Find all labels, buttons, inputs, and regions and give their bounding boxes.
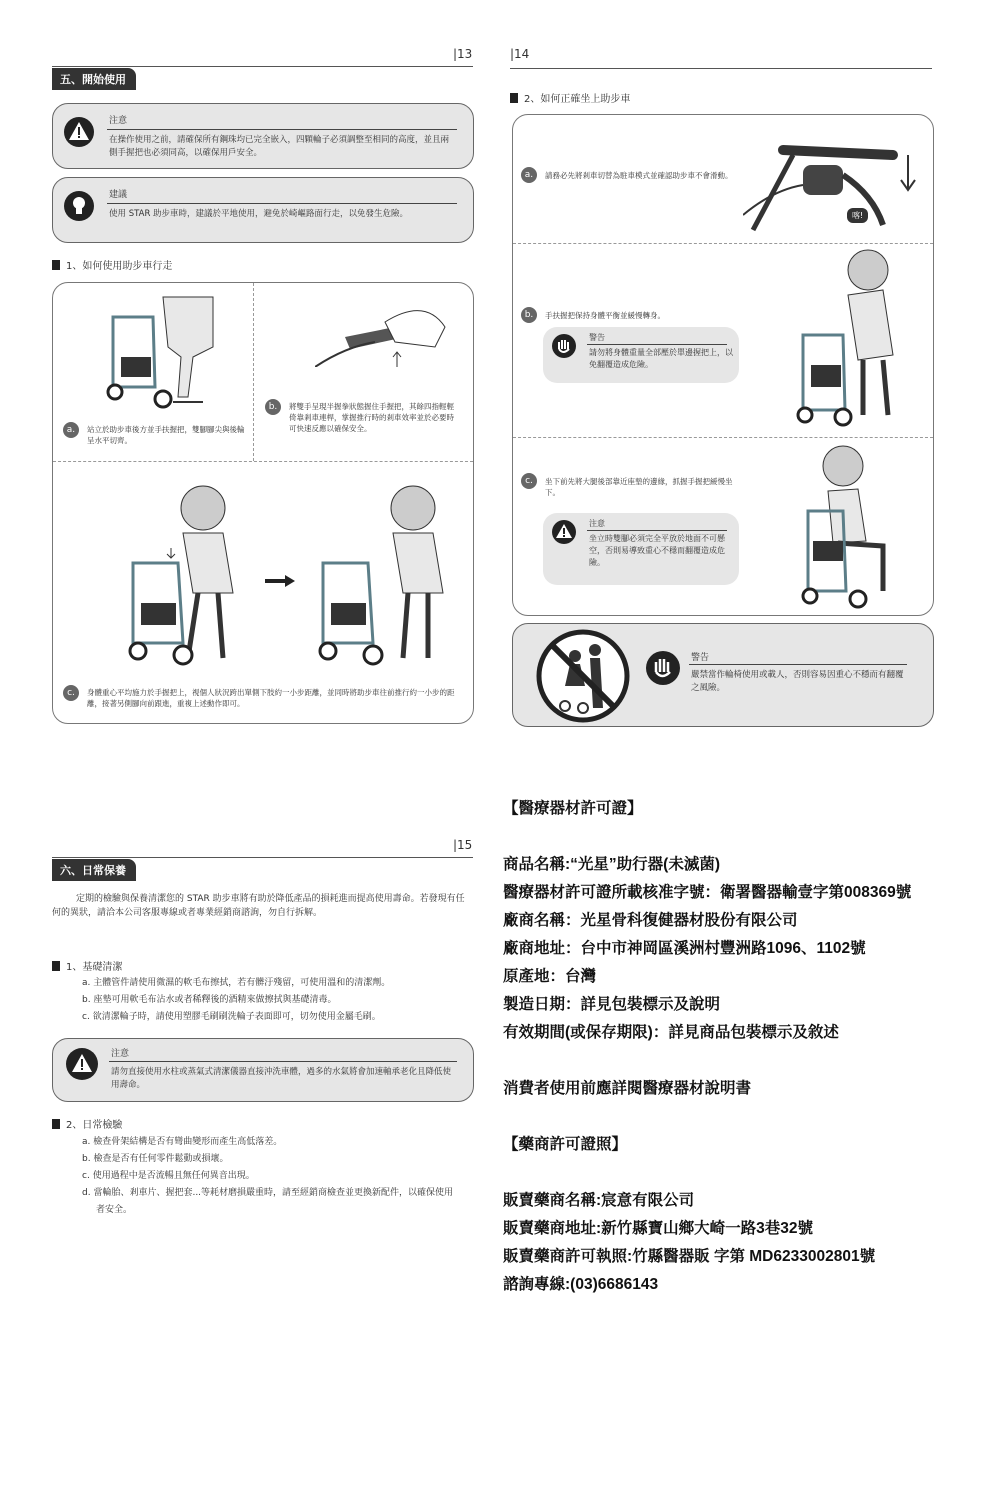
- divider: [107, 129, 457, 130]
- note-text: 坐立時雙腳必須完全平放於地面不可懸空，否則易導致重心不穩而翻覆造成危險。: [589, 534, 725, 567]
- page-number: |14: [510, 47, 530, 61]
- section-title: 六、日常保養: [52, 859, 136, 881]
- page-number: |13: [453, 47, 473, 61]
- warning-title: 警告: [691, 653, 710, 663]
- heading-cleaning: 1、基礎清潔: [52, 958, 122, 973]
- list-item: a. 檢查骨架結構是否有彎曲變形而產生高低落差。: [82, 1137, 283, 1147]
- stop-hand-icon: [645, 650, 681, 690]
- no-riding-icon: [535, 628, 631, 724]
- brake-handle-illustration: [743, 135, 923, 235]
- license-line: 廠商名稱：光星骨科復健器材股份有限公司: [503, 912, 798, 929]
- warning-icon: [551, 519, 577, 549]
- hand-grip-illustration: [315, 297, 455, 367]
- license-line: 商品名稱:“光星”助行器(未滅菌): [503, 856, 720, 873]
- header-rule: [52, 857, 473, 858]
- walker-push-illustration-2: [303, 483, 473, 673]
- warning-text: 嚴禁當作輪椅使用或載人，否則容易因重心不穩而有翻覆之風險。: [691, 670, 904, 693]
- caution-box: [52, 1038, 474, 1102]
- stop-hand-icon: [551, 333, 577, 363]
- inspection-list: [82, 1134, 462, 1219]
- step-text-c: 坐下前先將大腿後部靠近座墊的邊緣，抓握手握把緩慢坐下。: [545, 477, 733, 497]
- pharmacy-license-heading: 【藥商許可證照】: [503, 1136, 628, 1153]
- list-item: d. 當輪胎、剎車片、握把套...等耗材磨損嚴重時，請至經銷商檢查並更換新配件，以確保使用者安全。: [82, 1188, 454, 1215]
- license-line: 原產地：台灣: [503, 968, 597, 985]
- caution-text: 請勿直接使用水柱或蒸氣式清潔儀器直接沖洗車體，過多的水氣將會加速軸承老化且降低使用壽命。: [111, 1067, 452, 1090]
- header-rule: [510, 68, 932, 69]
- divider: [53, 461, 473, 462]
- heading-walk: 1、如何使用助步車行走: [52, 257, 172, 272]
- section-title: 五、開始使用: [52, 68, 136, 90]
- walk-steps-box: [52, 282, 474, 724]
- turn-around-illustration: [783, 245, 913, 435]
- click-badge: 喀!: [847, 208, 868, 223]
- note-title: 注意: [589, 519, 605, 528]
- divider: [107, 203, 457, 204]
- pharmacy-line: 販賣藥商地址:新竹縣寶山鄉大崎一路3巷32號: [503, 1220, 814, 1237]
- divider: [587, 344, 727, 345]
- note-box-small: [543, 513, 739, 585]
- list-item: c. 使用過程中是否流暢且無任何異音出現。: [82, 1171, 255, 1181]
- walker-stand-illustration: [93, 287, 233, 417]
- list-item: c. 欲清潔輪子時，請使用塑膠毛刷刷洗輪子表面即可，切勿使用金屬毛刷。: [82, 1012, 381, 1022]
- list-item: a. 主體管件請使用微濕的軟毛布擦拭，若有髒汙殘留，可使用溫和的清潔劑。: [82, 978, 391, 988]
- page-number: |15: [453, 838, 473, 852]
- caution-text: 在操作使用之前，請確保所有鋼珠均已完全嵌入，四顆輪子必須調整至相同的高度，並且兩側手握把也必須同高，以確保用戶安全。: [109, 135, 450, 158]
- caution-box: [52, 103, 474, 169]
- divider: [109, 1061, 457, 1062]
- step-text-c: 身體重心平均施力於手握把上，視個人狀況跨出單側下肢約一小步距離，並同時將助步車往前推行約一小步的距離，接著另側腳向前跟進，重複上述動作即可。: [87, 688, 455, 708]
- step-label-a: a.: [521, 167, 537, 183]
- pharmacy-line: 諮詢專線:(03)6686143: [503, 1276, 659, 1293]
- divider: [689, 664, 907, 665]
- maintenance-intro: 定期的檢驗與保養清潔您的 STAR 助步車將有助於降低產品的損耗進而提高使用壽命。若發現有任何的異狀，請洽本公司客服專線或者專業經銷商諮詢，勿自行拆解。: [52, 894, 465, 918]
- suggestion-title: 建議: [109, 190, 128, 200]
- medical-license-heading: 【醫療器材許可證】: [503, 800, 643, 817]
- divider: [253, 283, 254, 461]
- step-text-b: 將雙手呈現半握拳狀態握住手握把，其餘四指輕輕倚靠剎車連桿，掌握推行時的剎車效率並於必要時可快速反應以確保安全。: [289, 402, 454, 433]
- divider: [513, 243, 933, 244]
- license-line: 廠商地址：台中市神岡區溪洲村豐洲路1096、1102號: [503, 940, 866, 957]
- list-item: b. 座墊可用軟毛布沾水或者稀釋後的酒精來做擦拭與基礎清毒。: [82, 995, 337, 1005]
- list-item: b. 檢查是否有任何零件鬆動或損壞。: [82, 1154, 229, 1164]
- pharmacy-line: 販賣藥商名稱:宸意有限公司: [503, 1192, 695, 1209]
- caution-title: 注意: [109, 116, 128, 126]
- step-label-b: b.: [521, 307, 537, 323]
- right-arrow-icon: [265, 575, 295, 587]
- sitting-illustration: [788, 441, 918, 611]
- consumer-note: 消費者使用前應詳閱醫療器材說明書: [503, 1080, 752, 1097]
- lightbulb-icon: [63, 190, 95, 226]
- warning-title: 警告: [589, 333, 605, 342]
- suggestion-text: 使用 STAR 助步車時，建議於平地使用，避免於崎嶇路面行走，以免發生危險。: [109, 209, 409, 219]
- divider: [587, 530, 727, 531]
- step-label-b: b.: [265, 399, 281, 415]
- step-label-c: c.: [521, 473, 537, 489]
- license-line: 有效期間(或保存期限)：詳見商品包裝標示及敘述: [503, 1024, 839, 1041]
- warning-icon: [65, 1047, 99, 1085]
- divider: [513, 437, 933, 438]
- caution-title: 注意: [111, 1049, 130, 1059]
- license-line: 醫療器材許可證所載核准字號：衛署醫器輸壹字第008369號: [503, 884, 912, 901]
- sit-steps-box: [512, 114, 934, 616]
- warning-text: 請勿將身體重量全部壓於單邊握把上，以免翻覆造成危險。: [589, 348, 733, 369]
- step-label-a: a.: [63, 422, 79, 438]
- walker-push-illustration-1: [93, 483, 263, 673]
- heading-inspection: 2、日常檢驗: [52, 1116, 122, 1131]
- no-passenger-warning-box: [512, 623, 934, 727]
- suggestion-box: [52, 177, 474, 243]
- step-text-a: 請務必先將剎車切替為駐車模式並確認助步車不會滑動。: [545, 171, 733, 180]
- step-text-a: 站立於助步車後方並手扶握把，雙腳腳尖與後輪呈水平切齊。: [87, 425, 245, 445]
- warning-box-small: [543, 327, 739, 383]
- step-label-c: c.: [63, 685, 79, 701]
- header-rule: [52, 66, 473, 67]
- pharmacy-line: 販賣藥商許可執照:竹縣醫器販 字第 MD6233002801號: [503, 1248, 876, 1265]
- cleaning-list: [82, 975, 472, 1026]
- heading-sit: 2、如何正確坐上助步車: [510, 90, 630, 105]
- license-line: 製造日期：詳見包裝標示及說明: [503, 996, 721, 1013]
- warning-icon: [63, 116, 95, 152]
- step-text-b: 手扶握把保持身體平衡並緩慢轉身。: [545, 311, 665, 320]
